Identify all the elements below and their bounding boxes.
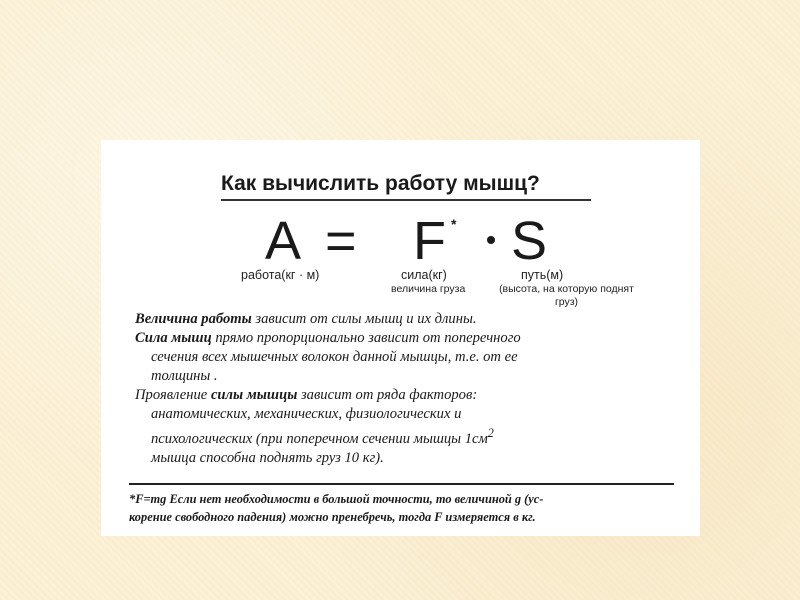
- paragraph-manifestation: [135, 386, 680, 405]
- formula-equals: =: [325, 211, 357, 271]
- formula-symbol-f: F: [413, 211, 446, 271]
- paragraph-manifestation-line-2: анатомических, механических, физиологических и: [151, 406, 462, 422]
- paragraph-manifestation-line-4: мышца способна поднять груз 10 кг).: [151, 449, 384, 466]
- label-force-sub: величина груза: [391, 283, 466, 295]
- formula-symbol-a: A: [265, 211, 302, 271]
- formula-footnote-star: *: [451, 216, 457, 232]
- footnote: [129, 490, 679, 526]
- title-underline: [221, 199, 591, 201]
- label-path: путь(м): [521, 268, 564, 282]
- label-path-sub: (высота, на которую поднят груз): [499, 283, 634, 308]
- label-work: работа(кг · м): [241, 268, 320, 282]
- paragraph-manifestation-line-3-text: психологических (при поперечном сечении мышцы 1см: [151, 430, 488, 447]
- textbook-card: [101, 140, 700, 536]
- paragraph-manifestation-line-3: [135, 424, 680, 449]
- superscript-two: 2: [487, 426, 494, 440]
- paragraph-strength-line-2: сечения всех мышечных волокон данной мышцы, т.е. от ее: [151, 349, 518, 365]
- term-muscle-strength: Сила мышц: [135, 330, 212, 346]
- footnote-line-2: корение свободного падения) можно пренебречь, тогда F измеряется в кг.: [129, 510, 536, 524]
- footnote-separator: [129, 483, 674, 485]
- paragraph-work: [135, 310, 680, 329]
- paragraph-manifestation-text: зависит от ряда факторов:: [297, 387, 478, 403]
- term-work-value: Величина работы: [135, 311, 252, 327]
- term-muscle-force: силы мышцы: [210, 387, 298, 403]
- paragraph-strength: [135, 329, 680, 348]
- formula-symbol-s: S: [511, 211, 548, 271]
- label-force: сила(кг): [401, 268, 447, 282]
- footnote-line-1: *F=mg Если нет необходимости в большой точности, то величиной g (ус-: [129, 492, 544, 506]
- body-text: [135, 310, 680, 468]
- paragraph-work-text: зависит от силы мышц и их длины.: [251, 311, 477, 327]
- paragraph-strength-line-3: толщины .: [151, 368, 218, 384]
- paragraph-manifestation-start: Проявление: [135, 387, 211, 403]
- bleed-through-texture: [121, 198, 661, 228]
- paragraph-strength-text: прямо пропорционально зависит от поперечного: [211, 330, 521, 346]
- formula-multiply-dot: [487, 236, 495, 244]
- page-title: Как вычислить работу мышц?: [221, 172, 540, 195]
